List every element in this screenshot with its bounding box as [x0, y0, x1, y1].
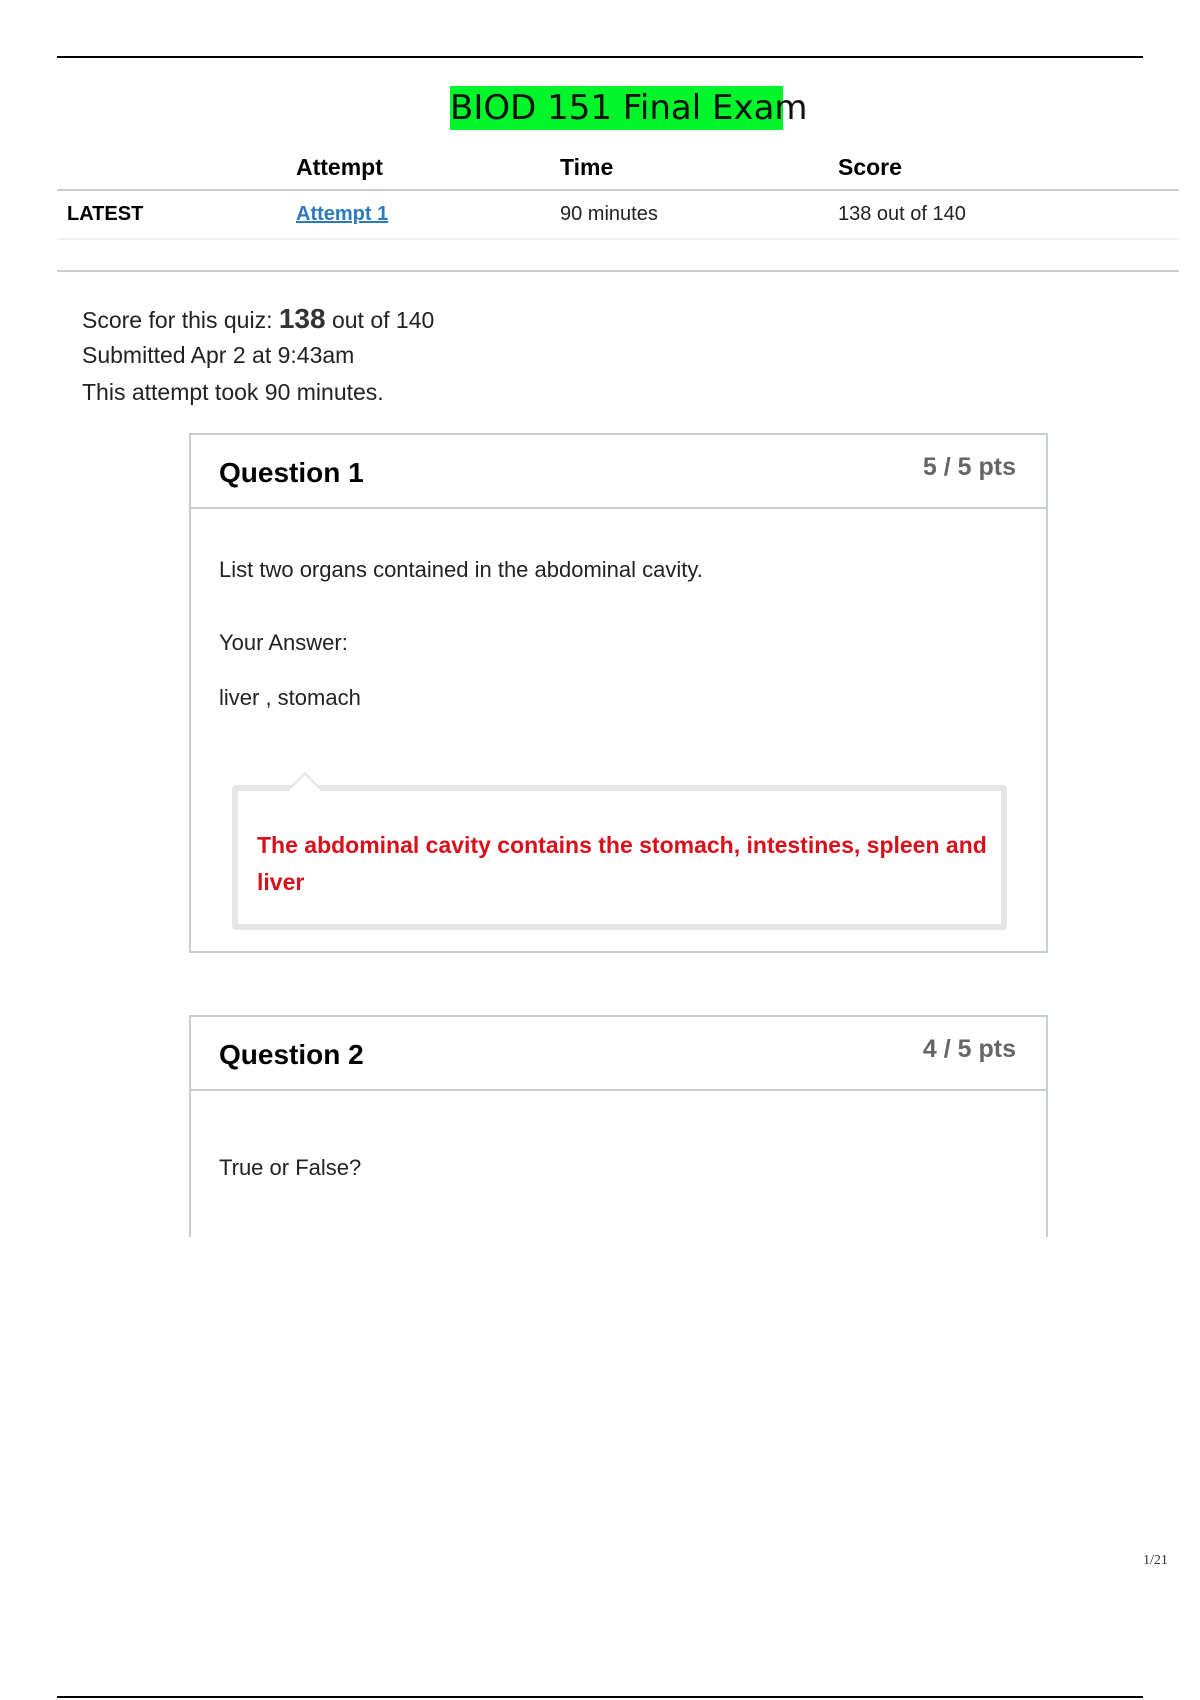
column-header-score: Score	[838, 154, 902, 180]
attempt-time: 90 minutes	[560, 203, 658, 225]
question-points: 4 / 5 pts	[922, 1035, 1016, 1063]
user-answer: liver , stomach	[219, 685, 361, 710]
question-card-2	[189, 1015, 1048, 1237]
question-prompt: True or False?	[219, 1155, 362, 1180]
attempt-1-link[interactable]: Attempt 1	[296, 203, 389, 225]
row-label-latest: LATEST	[67, 203, 144, 225]
table-row-divider	[57, 238, 1179, 240]
column-header-attempt: Attempt	[296, 154, 383, 180]
question-prompt: List two organs contained in the abdominal cavity.	[219, 557, 703, 582]
page-number: 1/21	[1143, 1553, 1168, 1568]
question-card-1	[189, 433, 1048, 953]
score-suffix: out of 140	[331, 307, 435, 333]
quiz-score-line	[82, 300, 434, 337]
column-header-time: Time	[560, 154, 614, 180]
question-header	[191, 435, 1046, 509]
page-title: BIOD 151 Final Exam	[450, 88, 808, 128]
feedback-comment-text: The abdominal cavity contains the stomach, intestines, spleen and liver	[257, 832, 987, 895]
attempt-duration: This attempt took 90 minutes.	[82, 379, 384, 405]
question-header	[191, 1017, 1046, 1091]
attempt-score: 138 out of 140	[838, 203, 966, 225]
top-rule	[57, 56, 1143, 58]
score-prefix: Score for this quiz:	[82, 307, 273, 333]
question-points: 5 / 5 pts	[922, 453, 1016, 481]
quiz-summary	[82, 300, 434, 411]
question-title: Question 1	[219, 457, 364, 488]
bottom-rule	[57, 1696, 1143, 1698]
section-divider	[57, 270, 1179, 272]
answer-label: Your Answer:	[219, 630, 348, 655]
submitted-time: Submitted Apr 2 at 9:43am	[82, 342, 355, 368]
table-header-divider	[57, 189, 1179, 191]
score-value: 138	[278, 303, 326, 334]
callout-arrow	[288, 772, 322, 806]
question-title: Question 2	[219, 1039, 364, 1070]
feedback-comment-box	[232, 785, 1007, 930]
